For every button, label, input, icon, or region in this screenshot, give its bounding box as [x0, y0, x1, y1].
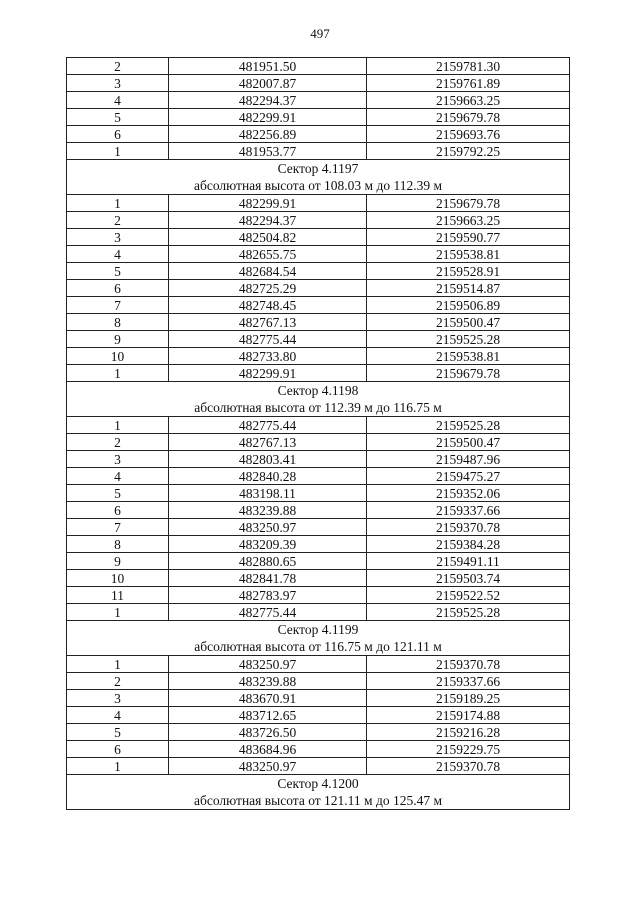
- y-coordinate-cell: 2159663.25: [367, 212, 570, 229]
- x-coordinate-cell: 483250.97: [169, 519, 367, 536]
- point-number-cell: 1: [67, 195, 169, 212]
- y-coordinate-cell: 2159525.28: [367, 331, 570, 348]
- x-coordinate-cell: 482725.29: [169, 280, 367, 297]
- x-coordinate-cell: 482775.44: [169, 604, 367, 621]
- page-number: 497: [310, 26, 330, 41]
- y-coordinate-cell: 2159528.91: [367, 263, 570, 280]
- y-coordinate-cell: 2159352.06: [367, 485, 570, 502]
- coordinates-table-body: [67, 58, 570, 810]
- table-row: [67, 212, 570, 229]
- y-coordinate-cell: 2159475.27: [367, 468, 570, 485]
- table-row: [67, 707, 570, 724]
- sector-header-row: [67, 382, 570, 400]
- point-number-cell: 8: [67, 536, 169, 553]
- table-row: [67, 519, 570, 536]
- table-row: [67, 690, 570, 707]
- table-row: [67, 348, 570, 365]
- x-coordinate-cell: 482504.82: [169, 229, 367, 246]
- x-coordinate-cell: 482775.44: [169, 331, 367, 348]
- x-coordinate-cell: 482803.41: [169, 451, 367, 468]
- table-row: [67, 468, 570, 485]
- table-row: [67, 143, 570, 160]
- y-coordinate-cell: 2159174.88: [367, 707, 570, 724]
- y-coordinate-cell: 2159525.28: [367, 417, 570, 434]
- sector-altitude-row: [67, 399, 570, 417]
- x-coordinate-cell: 482299.91: [169, 365, 367, 382]
- x-coordinate-cell: 483239.88: [169, 673, 367, 690]
- point-number-cell: 1: [67, 417, 169, 434]
- x-coordinate-cell: 481951.50: [169, 58, 367, 75]
- x-coordinate-cell: 482840.28: [169, 468, 367, 485]
- table-row: [67, 451, 570, 468]
- x-coordinate-cell: 482299.91: [169, 195, 367, 212]
- y-coordinate-cell: 2159514.87: [367, 280, 570, 297]
- point-number-cell: 3: [67, 229, 169, 246]
- table-row: [67, 741, 570, 758]
- table-row: [67, 246, 570, 263]
- table-row: [67, 229, 570, 246]
- table-row: [67, 485, 570, 502]
- x-coordinate-cell: 483250.97: [169, 656, 367, 673]
- point-number-cell: 6: [67, 280, 169, 297]
- point-number-cell: 4: [67, 707, 169, 724]
- point-number-cell: 4: [67, 468, 169, 485]
- point-number-cell: 8: [67, 314, 169, 331]
- y-coordinate-cell: 2159781.30: [367, 58, 570, 75]
- sector-title: Сектор 4.1200: [67, 775, 570, 793]
- table-row: [67, 553, 570, 570]
- point-number-cell: 5: [67, 485, 169, 502]
- y-coordinate-cell: 2159503.74: [367, 570, 570, 587]
- sector-altitude-range: абсолютная высота от 112.39 м до 116.75 м: [67, 399, 570, 417]
- sector-title: Сектор 4.1197: [67, 160, 570, 178]
- table-row: [67, 604, 570, 621]
- point-number-cell: 7: [67, 519, 169, 536]
- table-row: [67, 75, 570, 92]
- point-number-cell: 3: [67, 690, 169, 707]
- x-coordinate-cell: 481953.77: [169, 143, 367, 160]
- sector-altitude-row: [67, 792, 570, 810]
- table-row: [67, 126, 570, 143]
- sector-altitude-range: абсолютная высота от 121.11 м до 125.47 м: [67, 792, 570, 810]
- x-coordinate-cell: 483684.96: [169, 741, 367, 758]
- x-coordinate-cell: 482775.44: [169, 417, 367, 434]
- x-coordinate-cell: 482783.97: [169, 587, 367, 604]
- y-coordinate-cell: 2159337.66: [367, 673, 570, 690]
- point-number-cell: 1: [67, 365, 169, 382]
- sector-header-row: [67, 775, 570, 793]
- y-coordinate-cell: 2159189.25: [367, 690, 570, 707]
- x-coordinate-cell: 482684.54: [169, 263, 367, 280]
- table-row: [67, 758, 570, 775]
- table-row: [67, 263, 570, 280]
- table-row: [67, 314, 570, 331]
- y-coordinate-cell: 2159370.78: [367, 656, 570, 673]
- point-number-cell: 10: [67, 570, 169, 587]
- y-coordinate-cell: 2159525.28: [367, 604, 570, 621]
- table-row: [67, 58, 570, 75]
- coordinates-table: [66, 57, 570, 810]
- x-coordinate-cell: 482655.75: [169, 246, 367, 263]
- point-number-cell: 6: [67, 126, 169, 143]
- point-number-cell: 2: [67, 673, 169, 690]
- point-number-cell: 3: [67, 451, 169, 468]
- sector-altitude-range: абсолютная высота от 116.75 м до 121.11 м: [67, 638, 570, 656]
- point-number-cell: 7: [67, 297, 169, 314]
- table-row: [67, 280, 570, 297]
- y-coordinate-cell: 2159590.77: [367, 229, 570, 246]
- x-coordinate-cell: 482733.80: [169, 348, 367, 365]
- x-coordinate-cell: 483712.65: [169, 707, 367, 724]
- x-coordinate-cell: 483670.91: [169, 690, 367, 707]
- sector-altitude-row: [67, 638, 570, 656]
- y-coordinate-cell: 2159538.81: [367, 348, 570, 365]
- point-number-cell: 4: [67, 92, 169, 109]
- table-row: [67, 656, 570, 673]
- sector-altitude-row: [67, 177, 570, 195]
- sector-altitude-range: абсолютная высота от 108.03 м до 112.39 м: [67, 177, 570, 195]
- point-number-cell: 10: [67, 348, 169, 365]
- point-number-cell: 1: [67, 604, 169, 621]
- y-coordinate-cell: 2159792.25: [367, 143, 570, 160]
- y-coordinate-cell: 2159679.78: [367, 195, 570, 212]
- point-number-cell: 9: [67, 331, 169, 348]
- sector-header-row: [67, 621, 570, 639]
- table-row: [67, 297, 570, 314]
- point-number-cell: 5: [67, 263, 169, 280]
- x-coordinate-cell: 483209.39: [169, 536, 367, 553]
- x-coordinate-cell: 483198.11: [169, 485, 367, 502]
- point-number-cell: 11: [67, 587, 169, 604]
- x-coordinate-cell: 482767.13: [169, 434, 367, 451]
- table-row: [67, 92, 570, 109]
- x-coordinate-cell: 482294.37: [169, 92, 367, 109]
- y-coordinate-cell: 2159693.76: [367, 126, 570, 143]
- y-coordinate-cell: 2159370.78: [367, 519, 570, 536]
- point-number-cell: 9: [67, 553, 169, 570]
- x-coordinate-cell: 482007.87: [169, 75, 367, 92]
- y-coordinate-cell: 2159506.89: [367, 297, 570, 314]
- point-number-cell: 4: [67, 246, 169, 263]
- point-number-cell: 1: [67, 143, 169, 160]
- sector-title: Сектор 4.1198: [67, 382, 570, 400]
- x-coordinate-cell: 483726.50: [169, 724, 367, 741]
- y-coordinate-cell: 2159216.28: [367, 724, 570, 741]
- point-number-cell: 2: [67, 434, 169, 451]
- y-coordinate-cell: 2159522.52: [367, 587, 570, 604]
- table-row: [67, 331, 570, 348]
- sector-title: Сектор 4.1199: [67, 621, 570, 639]
- table-row: [67, 365, 570, 382]
- table-row: [67, 502, 570, 519]
- y-coordinate-cell: 2159761.89: [367, 75, 570, 92]
- x-coordinate-cell: 482299.91: [169, 109, 367, 126]
- table-row: [67, 570, 570, 587]
- x-coordinate-cell: 482294.37: [169, 212, 367, 229]
- point-number-cell: 6: [67, 502, 169, 519]
- x-coordinate-cell: 482880.65: [169, 553, 367, 570]
- y-coordinate-cell: 2159487.96: [367, 451, 570, 468]
- x-coordinate-cell: 482256.89: [169, 126, 367, 143]
- x-coordinate-cell: 482767.13: [169, 314, 367, 331]
- y-coordinate-cell: 2159337.66: [367, 502, 570, 519]
- point-number-cell: 3: [67, 75, 169, 92]
- table-row: [67, 587, 570, 604]
- y-coordinate-cell: 2159500.47: [367, 314, 570, 331]
- y-coordinate-cell: 2159663.25: [367, 92, 570, 109]
- sector-header-row: [67, 160, 570, 178]
- x-coordinate-cell: 483250.97: [169, 758, 367, 775]
- x-coordinate-cell: 482841.78: [169, 570, 367, 587]
- y-coordinate-cell: 2159229.75: [367, 741, 570, 758]
- y-coordinate-cell: 2159679.78: [367, 365, 570, 382]
- point-number-cell: 5: [67, 724, 169, 741]
- y-coordinate-cell: 2159679.78: [367, 109, 570, 126]
- point-number-cell: 2: [67, 58, 169, 75]
- table-row: [67, 673, 570, 690]
- point-number-cell: 6: [67, 741, 169, 758]
- x-coordinate-cell: 482748.45: [169, 297, 367, 314]
- table-row: [67, 724, 570, 741]
- table-row: [67, 109, 570, 126]
- table-row: [67, 195, 570, 212]
- y-coordinate-cell: 2159500.47: [367, 434, 570, 451]
- point-number-cell: 1: [67, 656, 169, 673]
- point-number-cell: 1: [67, 758, 169, 775]
- y-coordinate-cell: 2159538.81: [367, 246, 570, 263]
- point-number-cell: 5: [67, 109, 169, 126]
- x-coordinate-cell: 483239.88: [169, 502, 367, 519]
- table-row: [67, 417, 570, 434]
- table-row: [67, 434, 570, 451]
- y-coordinate-cell: 2159384.28: [367, 536, 570, 553]
- y-coordinate-cell: 2159491.11: [367, 553, 570, 570]
- table-row: [67, 536, 570, 553]
- y-coordinate-cell: 2159370.78: [367, 758, 570, 775]
- point-number-cell: 2: [67, 212, 169, 229]
